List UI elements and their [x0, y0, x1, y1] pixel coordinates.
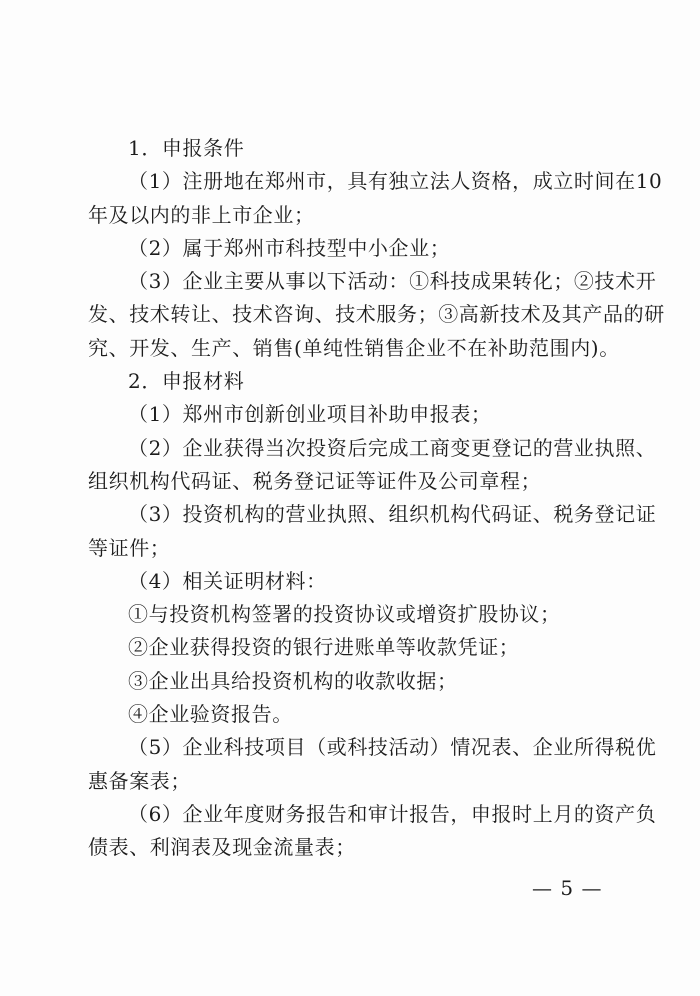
paragraph-line: （2）企业获得当次投资后完成工商变更登记的营业执照、: [128, 435, 657, 460]
paragraph-line: （1）郑州市创新创业项目补助申报表；: [128, 402, 492, 427]
paragraph-line: （3）企业主要从事以下活动：①科技成果转化；②技术开: [128, 269, 657, 294]
heading-application-materials: 2．申报材料: [128, 369, 245, 394]
paragraph-line: 发、技术转让、技术咨询、技术服务；③高新技术及其产品的研: [88, 302, 665, 327]
paragraph-line: 惠备案表；: [88, 768, 191, 793]
paragraph-line: （6）企业年度财务报告和审计报告，申报时上月的资产负: [128, 801, 657, 826]
page-number: — 5 —: [532, 876, 603, 900]
paragraph-line: 年及以内的非上市企业；: [88, 202, 315, 227]
paragraph-line: ①与投资机构签署的投资协议或增资扩股协议；: [128, 602, 561, 627]
paragraph-line: （3）投资机构的营业执照、组织机构代码证、税务登记证: [128, 502, 657, 527]
paragraph-line: 债表、利润表及现金流量表；: [88, 835, 356, 860]
paragraph-line: ④企业验资报告。: [128, 702, 293, 727]
document-body: [88, 132, 665, 865]
paragraph-line: （5）企业科技项目（或科技活动）情况表、企业所得税优: [128, 735, 657, 760]
paragraph-line: （1）注册地在郑州市，具有独立法人资格，成立时间在10: [128, 169, 663, 194]
paragraph-line: 组织机构代码证、税务登记证等证件及公司章程；: [88, 468, 542, 493]
paragraph-line: 等证件；: [88, 535, 171, 560]
heading-application-conditions: 1．申报条件: [128, 136, 245, 160]
paragraph-line: （2）属于郑州市科技型中小企业；: [128, 235, 451, 260]
paragraph-line: 究、开发、生产、销售(单纯性销售企业不在补助范围内)。: [88, 335, 620, 360]
paragraph-line: （4）相关证明材料：: [128, 568, 327, 593]
paragraph-line: ②企业获得投资的银行进账单等收款凭证；: [128, 635, 520, 660]
paragraph-line: ③企业出具给投资机构的收款收据；: [128, 668, 458, 693]
